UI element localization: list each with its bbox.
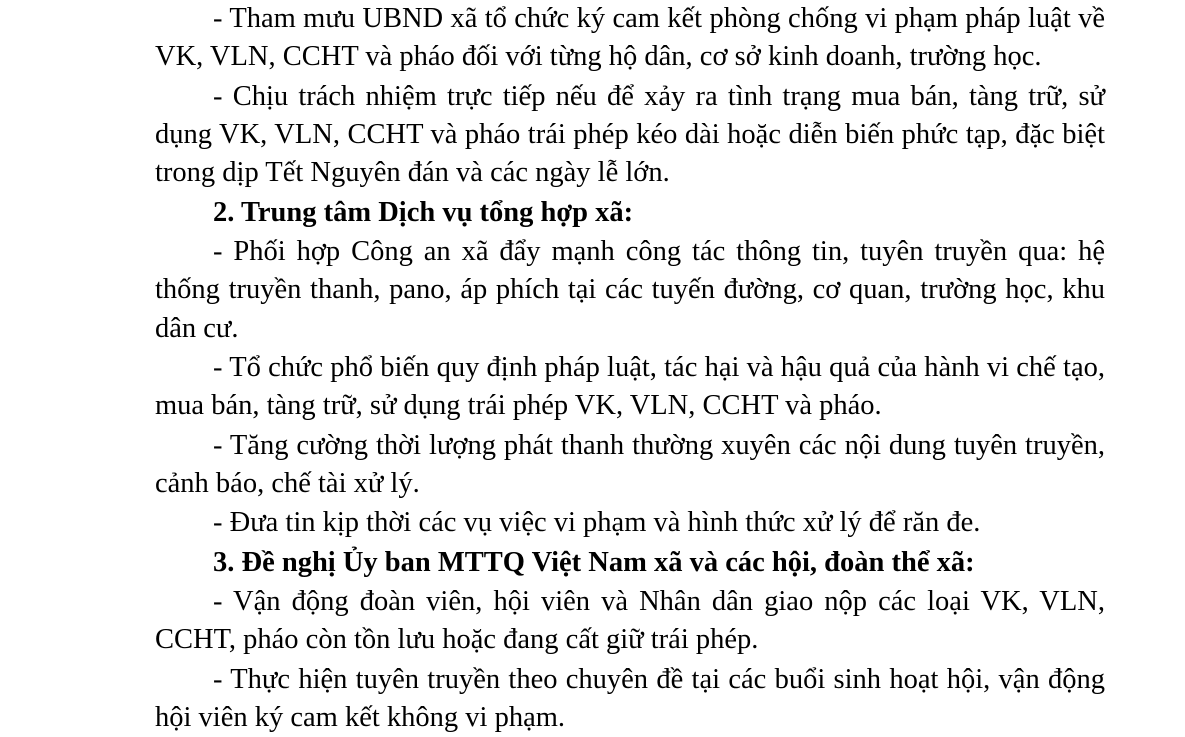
paragraph-thuc-hien-tuyen-truyen: - Thực hiện tuyên truyền theo chuyên đề tại các buổi sinh hoạt hội, vận động hội viên ký cam kết không vi phạm.	[155, 663, 1105, 733]
paragraph-to-chuc-pho-bien: - Tổ chức phổ biến quy định pháp luật, tác hại và hậu quả của hành vi chế tạo, mua bán, tàng trữ, sử dụng trái phép VK, VLN, CCHT và pháo.	[155, 351, 1105, 422]
paragraph-chiu-trach-nhiem: - Chịu trách nhiệm trực tiếp nếu để xảy ra tình trạng mua bán, tàng trữ, sử dụng VK, VLN, CCHT và pháo trái phép kéo dài hoặc diễn biến phức tạp, đặc biệt trong dịp Tết Nguyên đán và các ngày lễ lớn.	[155, 80, 1105, 189]
paragraph-van-dong-doan-vien: - Vận động đoàn viên, hội viên và Nhân dân giao nộp các loại VK, VLN, CCHT, pháo còn tồn lưu hoặc đang cất giữ trái phép.	[155, 585, 1105, 656]
document-body	[155, 0, 1105, 737]
paragraph-dua-tin-kip-thoi: - Đưa tin kịp thời các vụ việc vi phạm và hình thức xử lý để răn đe.	[213, 507, 981, 539]
paragraph-phoi-hop-cong-an: - Phối hợp Công an xã đẩy mạnh công tác thông tin, tuyên truyền qua: hệ thống truyền thanh, pano, áp phích tại các tuyến đường, cơ quan, trường học, khu dân cư.	[155, 235, 1105, 344]
paragraph-tang-cuong-thoi-luong: - Tăng cường thời lượng phát thanh thường xuyên các nội dung tuyên truyền, cảnh báo, chế tài xử lý.	[155, 429, 1105, 499]
paragraph-tham-muu-ubnd: - Tham mưu UBND xã tổ chức ký cam kết phòng chống vi phạm pháp luật về VK, VLN, CCHT và pháo đối với từng hộ dân, cơ sở kinh doanh, trường học.	[155, 3, 1105, 73]
section-heading-trung-tam-dich-vu: 2. Trung tâm Dịch vụ tổng hợp xã:	[213, 196, 634, 228]
section-heading-de-nghi-mttq: 3. Đề nghị Ủy ban MTTQ Việt Nam xã và các hội, đoàn thể xã:	[213, 546, 975, 578]
